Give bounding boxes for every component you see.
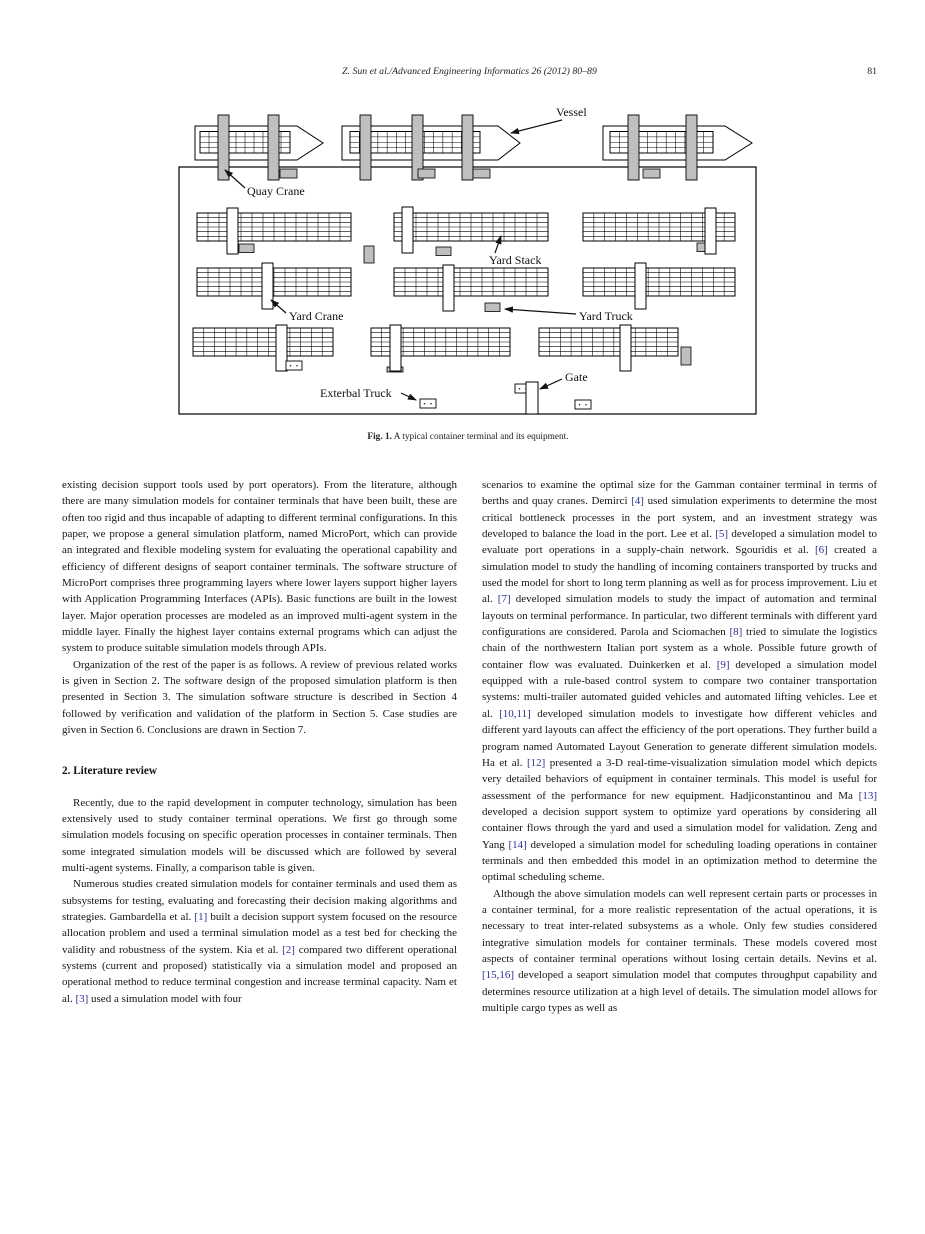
yard-crane: [402, 207, 413, 253]
figure-shape: [296, 365, 298, 367]
figure-shape: [424, 403, 426, 405]
citation-link[interactable]: [13]: [858, 789, 877, 802]
yard-truck: [681, 347, 691, 365]
running-head: [62, 66, 877, 77]
citation-link[interactable]: [8]: [729, 626, 743, 639]
paragraph: Recently, due to the rapid development in computer technology, simulation has been extensively used to study container terminal operations. We first go through some simulation models focusing on specific operation processes in container terminals. Then some integrated simulation models will be discussed which are followed by several multi-agent systems. Finally, a comparison table is given.: [62, 796, 457, 874]
yard-crane: [443, 265, 454, 311]
yard-truck: [364, 246, 374, 263]
citation-link[interactable]: [12]: [526, 756, 546, 769]
yard-stack-label: Yard Stack: [489, 253, 542, 267]
right-column: [482, 477, 877, 1016]
yard-truck-arrow: [505, 309, 576, 314]
paragraph: Although the above simulation models can well represent certain parts or processes in a container terminal, for a more realistic representation of the actual operations, it is necessary to treat inter-related subsystems as a whole. Only few studies considered integrative simulation models for container terminals. These models covered most aspects of container terminal operations without losing certain details. Nevins et al. [15,16] developed a seaport simulation model that computes throughput capability and determines resource utilization at a high level of details. The simulation model allows for multiple cargo types as well as: [482, 887, 877, 1014]
figure-shape: [579, 404, 581, 406]
yard-truck-label: Yard Truck: [579, 309, 633, 323]
left-column: [62, 477, 457, 1016]
yard-truck: [643, 169, 660, 178]
section-heading: 2. Literature review: [62, 764, 157, 777]
yard-truck: [280, 169, 297, 178]
paragraph: Organization of the rest of the paper is as follows. A review of previous related works is given in Section 2. The software design of the proposed simulation platform is then presented in Section 3. The simulation software structure is described in Section 4 followed by verification and validation of the platform in Section 5. Case studies are given in Section 6. Conclusions are drawn in Section 7.: [62, 658, 457, 737]
quay-crane: [686, 115, 697, 180]
citation-link[interactable]: [14]: [508, 838, 527, 851]
figure-shape: [585, 404, 587, 406]
container-terminal-diagram: [178, 103, 758, 418]
citation-link[interactable]: [5]: [715, 528, 729, 541]
figure-caption: [178, 432, 758, 442]
citation-link[interactable]: [15,16]: [482, 969, 515, 982]
citation-link[interactable]: [9]: [716, 658, 730, 671]
yard-crane: [620, 325, 631, 371]
yard-crane: [276, 325, 287, 371]
yard-crane-label: Yard Crane: [289, 309, 344, 323]
vessel-label: Vessel: [556, 105, 587, 119]
yard-truck: [473, 169, 490, 178]
paragraph: scenarios to examine the optimal size for the Gamman container terminal in terms of berths and quay cranes. Demirci [4] used simulation experiments to determine the most critical bottleneck processes in the port system, and an investment strategy was developed to balance the load in the port. Lee et al. [5] developed a simulation model to evaluate port operations in a supply-chain network. Sgouridis et al. [6] created a simulation model to study the handling of incoming containers transported by trucks and used the model for short to long term planning as well as for process improvement. Liu et al. [7] developed simulation models to study the impact of automation and terminal layouts on terminal performance. In particular, two different terminals with different yard configurations are considered. Parola and Sciomachen [8] tried to simulate the logistics chain of the northwestern Italian port system as a whole. Possible future growth of container flow was evaluated. Duinkerken et al. [9] developed a simulation model equipped with a rule-based control system to compare two container transportation systems: multi-trailer automated guided vehicles and automated lifting vehicles. Lee et al. [10,11] developed simulation models to investigate how different vehicles and different yard layouts can affect the efficiency of the port operations. They further build a program named Automated Layout Generation to generate different simulation models. Ha et al. [12] presented a 3-D real-time-visualization simulation model which depicts very detailed behaviors of equipment in container terminals. This model is useful for assessment of the performance for new equipment. Hadjiconstantinou and Ma [13] developed a decision support system to optimize yard operations by considering all container flows through the yard and used a simulation model for validation. Zeng and Yang [14] developed a simulation model for scheduling loading operations in container terminals and then embedded this model in an optimization method to determine the optimal scheduling scheme.: [482, 479, 878, 884]
gate-label: Gate: [565, 370, 588, 384]
body-text: [62, 477, 877, 1016]
figure-1: [178, 103, 758, 442]
citation-link[interactable]: [7]: [497, 593, 511, 606]
yard-crane: [705, 208, 716, 254]
external-truck-arrow: [401, 393, 416, 400]
figure-caption-text: A typical container terminal and its equipment.: [391, 432, 569, 442]
quay-crane-label: Quay Crane: [247, 184, 305, 198]
page-number: 81: [867, 66, 877, 77]
citation-link[interactable]: [2]: [282, 943, 295, 956]
gate: [526, 382, 538, 414]
citation-link[interactable]: [4]: [631, 495, 644, 508]
quay-crane: [268, 115, 279, 180]
figure-shape: [430, 403, 432, 405]
figure-shape: [290, 365, 292, 367]
figure-shape: [519, 388, 521, 390]
citation-link[interactable]: [10,11]: [499, 707, 531, 720]
figure-caption-number: Fig. 1.: [367, 432, 392, 442]
external-truck: [286, 361, 302, 370]
citation-link[interactable]: [6]: [814, 544, 828, 557]
citation-link[interactable]: [3]: [75, 992, 89, 1005]
external-truck: [420, 399, 436, 408]
yard-truck: [436, 247, 451, 256]
yard-crane: [390, 325, 401, 371]
citation-link[interactable]: [1]: [194, 910, 208, 923]
yard-truck: [418, 169, 435, 178]
yard-crane: [635, 263, 646, 309]
quay-crane: [462, 115, 473, 180]
vessel-arrow: [511, 120, 562, 133]
paragraph: existing decision support tools used by port operators). From the literature, although there are many simulation models for container terminals that have been built, these are often too rigid and thus incapable of adapting to different terminal configurations. In this paper, we propose a general simulation platform, named MicroPort, which can provide an integrated and flexible modeling system for evaluating the operational capability and efficiency of different designs of seaport container terminals. The software structure of MicroPort comprises three programming layers where lower layers support higher layers with Application Programming Interfaces (APIs). Basic functions are built in the lowest layer. Major operation processes are modeled as an improved multi-agent system in the middle layer. Finally the highest layer contains external programs which can adjust the system to produce suitable simulation models through APIs.: [62, 479, 457, 655]
yard-crane: [227, 208, 238, 254]
gate-arrow: [540, 379, 562, 389]
yard-crane: [262, 263, 273, 309]
paragraph: Numerous studies created simulation models for container terminals and used them as subsystems for testing, evaluating and forecasting their decision making algorithms and strategies. Gambardella et al. [1] built a decision support system focused on the resource allocation problem and used a terminal simulation model as a test bed for checking the validity and robustness of the system. Kia et al. [2] compared two different operational systems (current and proposed) statistically via a simulation model and proposed an operational method to reduce terminal congestion and increase terminal capacity. Nam et al. [3] used a simulation model with four: [62, 878, 457, 1005]
quay-crane: [628, 115, 639, 180]
quay-crane: [360, 115, 371, 180]
yard-truck: [485, 303, 500, 312]
external-truck: [575, 400, 591, 409]
running-head-text: Z. Sun et al./Advanced Engineering Informatics 26 (2012) 80–89: [342, 66, 597, 77]
external-truck-label: Exterbal Truck: [320, 386, 392, 400]
quay-crane: [218, 115, 229, 180]
yard-truck: [239, 244, 254, 253]
